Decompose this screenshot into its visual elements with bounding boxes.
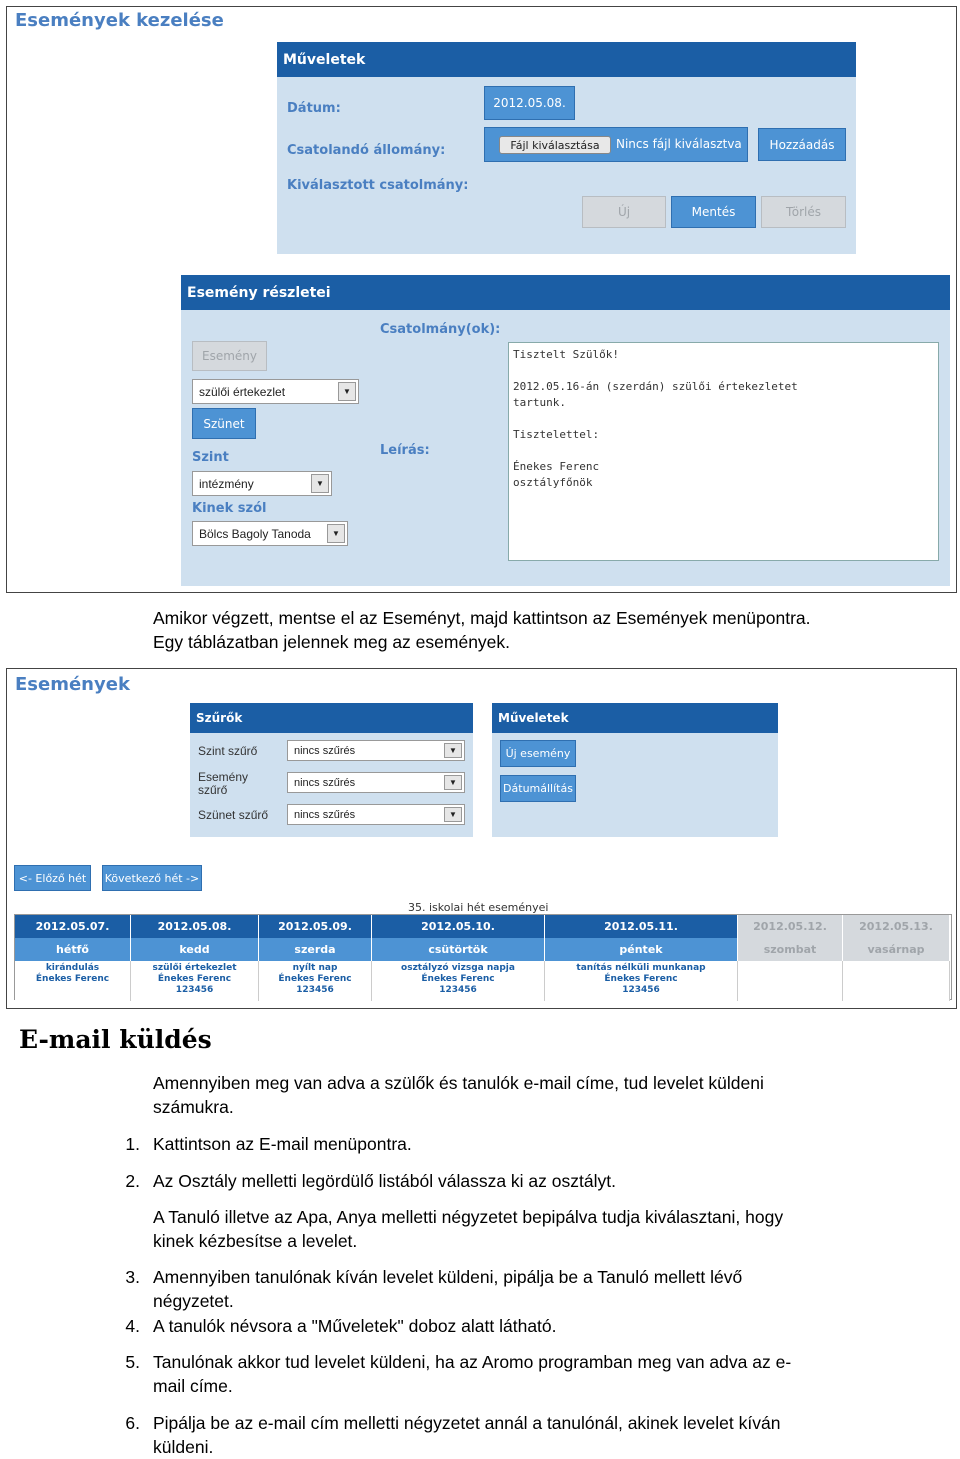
event-button[interactable]: Esemény <box>192 341 267 371</box>
event-filter-select[interactable] <box>287 772 465 793</box>
add-button[interactable]: Hozzáadás <box>758 128 846 161</box>
step-text: mail címe. <box>153 1376 233 1396</box>
calendar-date: 2012.05.11. <box>545 915 738 938</box>
calendar-event-line: Énekes Ferenc <box>278 974 352 984</box>
chevron-down-icon: ▼ <box>338 382 356 401</box>
next-week-button[interactable]: Következő hét -> <box>102 865 202 891</box>
step-number: 4. <box>125 1316 140 1336</box>
step-text: Kattintson az E-mail menüpontra. <box>153 1134 412 1154</box>
calendar-date: 2012.05.12. <box>738 915 843 938</box>
level-label: Szint <box>192 450 229 465</box>
event-filter-label-2: szűrő <box>198 783 228 797</box>
section-intro-1: Amennyiben meg van adva a szülők és tanulók e-mail címe, tud levelet küldeni <box>153 1073 764 1093</box>
instruction-line-1: Amikor végzett, mentse el az Eseményt, majd kattintson az Események menüpontra. <box>153 608 811 628</box>
new-button[interactable]: Új <box>582 196 666 228</box>
level-select[interactable] <box>192 471 332 496</box>
event-details-header: Esemény részletei <box>181 275 950 310</box>
step-number: 6. <box>125 1413 140 1433</box>
break-filter-label: Szünet szűrő <box>198 808 269 822</box>
calendar-event-line: 123456 <box>296 985 334 995</box>
week-caption: 35. iskolai hét eseményei <box>408 901 549 914</box>
attachments-label: Csatolmány(ok): <box>380 322 501 337</box>
previous-week-button[interactable]: <- Előző hét <box>14 865 91 891</box>
calendar-event-line: tanítás nélküli munkanap <box>576 963 706 973</box>
choose-file-button[interactable]: Fájl kiválasztása <box>499 136 611 154</box>
step-number: 1. <box>125 1134 140 1154</box>
calendar-event-cell[interactable] <box>372 961 545 1001</box>
target-label: Kinek szól <box>192 501 267 516</box>
operations-header: Műveletek <box>277 42 856 77</box>
calendar-weekday: szombat <box>738 938 843 961</box>
step-text: kinek kézbesítse a levelet. <box>153 1231 358 1251</box>
events-screenshot <box>6 668 957 1009</box>
level-value: intézmény <box>199 476 254 491</box>
calendar-date: 2012.05.08. <box>131 915 259 938</box>
calendar-event-line: Énekes Ferenc <box>157 974 232 984</box>
file-status: Nincs fájl kiválasztva <box>616 137 742 151</box>
selected-attachment-label: Kiválasztott csatolmány: <box>287 178 469 193</box>
calendar-event-line: Énekes Ferenc <box>35 974 110 984</box>
calendar-event-line: Énekes Ferenc <box>421 974 495 984</box>
step-text: A Tanuló illetve az Apa, Anya melletti négyzetet bepipálva tudja kiválasztani, hogy <box>153 1207 784 1227</box>
filters-header: Szűrők <box>190 703 473 733</box>
level-filter-value: nincs szűrés <box>294 744 356 757</box>
calendar-event-line: nyílt nap <box>292 963 338 973</box>
chevron-down-icon: ▼ <box>444 807 462 822</box>
event-details-panel <box>181 275 950 586</box>
filters-panel <box>190 703 473 837</box>
calendar-event-line: osztályzó vizsga napja <box>401 963 515 973</box>
step-text: Az Osztály melletti legördülő listából válassza ki az osztályt. <box>153 1171 616 1191</box>
page-title: Események kezelése <box>15 10 224 31</box>
file-picker[interactable] <box>484 127 748 162</box>
calendar-event-cell[interactable] <box>131 961 259 1001</box>
break-filter-value: nincs szűrés <box>294 808 356 821</box>
calendar-date: 2012.05.07. <box>15 915 131 938</box>
description-label: Leírás: <box>380 443 430 458</box>
event-type-value: szülői értekezlet <box>199 384 286 399</box>
calendar-event-cell[interactable] <box>738 961 843 1001</box>
step-text: küldeni. <box>153 1437 214 1457</box>
step-text: Pipálja be az e-mail cím melletti négyzetet annál a tanulónál, akinek levelet kíván <box>153 1413 781 1433</box>
delete-button[interactable]: Törlés <box>761 196 846 228</box>
chevron-down-icon: ▼ <box>444 775 462 790</box>
operations-panel <box>277 42 856 254</box>
target-value: Bölcs Bagoly Tanoda <box>199 526 311 541</box>
step-text: A tanulók névsora a "Műveletek" doboz alatt látható. <box>153 1316 557 1336</box>
date-field[interactable]: 2012.05.08. <box>484 86 575 120</box>
calendar-event-line: kirándulás <box>45 963 100 973</box>
chevron-down-icon: ▼ <box>327 524 345 543</box>
calendar-event-line: Énekes Ferenc <box>604 974 678 984</box>
calendar-weekday: péntek <box>545 938 738 961</box>
operations-panel <box>492 703 778 837</box>
level-filter-label: Szint szűrő <box>198 744 258 758</box>
target-select[interactable] <box>192 521 348 546</box>
step-text: négyzetet. <box>153 1291 234 1311</box>
calendar-weekday: szerda <box>259 938 372 961</box>
step-number: 5. <box>125 1352 140 1372</box>
calendar-event-cell[interactable] <box>843 961 950 1001</box>
break-filter-select[interactable] <box>287 804 465 825</box>
section-intro-2: számukra. <box>153 1097 234 1117</box>
event-management-screenshot <box>6 6 957 593</box>
calendar-event-cell[interactable] <box>15 961 131 1001</box>
step-text: Amennyiben tanulónak kíván levelet küldeni, pipálja be a Tanuló mellett lévő <box>153 1267 743 1287</box>
description-textarea[interactable]: Tisztelt Szülők! 2012.05.16-án (szerdán) szülői értekezletet tartunk. Tisztelettel: Énekes Ferenc osztályfőnök <box>508 342 939 561</box>
attachment-label: Csatolandó állomány: <box>287 143 446 158</box>
instruction-line-2: Egy táblázatban jelennek meg az események. <box>153 632 511 652</box>
calendar-event-line: 123456 <box>622 985 660 995</box>
calendar-event-line: 123456 <box>175 985 214 995</box>
event-type-select[interactable] <box>192 379 359 404</box>
chevron-down-icon: ▼ <box>311 474 329 493</box>
break-button[interactable]: Szünet <box>192 408 256 439</box>
step-number: 2. <box>125 1171 140 1191</box>
calendar-weekday: kedd <box>131 938 259 961</box>
step-number: 3. <box>125 1267 140 1287</box>
operations-header: Műveletek <box>492 703 778 733</box>
date-setting-button[interactable]: Dátumállítás <box>500 775 576 802</box>
event-filter-label-1: Esemény <box>198 770 249 784</box>
calendar-date: 2012.05.10. <box>372 915 545 938</box>
calendar-weekday: vasárnap <box>843 938 950 961</box>
calendar-weekday: hétfő <box>15 938 131 961</box>
calendar-date: 2012.05.13. <box>843 915 950 938</box>
calendar-event-line: 123456 <box>439 985 477 995</box>
calendar-date: 2012.05.09. <box>259 915 372 938</box>
calendar-event-cell[interactable] <box>545 961 738 1001</box>
section-heading: E-mail küldés <box>19 1025 212 1054</box>
date-label: Dátum: <box>287 101 341 116</box>
level-filter-select[interactable] <box>287 740 465 761</box>
event-filter-value: nincs szűrés <box>294 776 356 789</box>
save-button[interactable]: Mentés <box>671 196 756 228</box>
week-calendar <box>14 914 952 1000</box>
calendar-event-line: szülői értekezlet <box>152 963 237 973</box>
step-text: Tanulónak akkor tud levelet küldeni, ha az Aromo programban meg van adva az e- <box>153 1352 792 1372</box>
chevron-down-icon: ▼ <box>444 743 462 758</box>
new-event-button[interactable]: Új esemény <box>500 740 576 767</box>
calendar-event-cell[interactable] <box>259 961 372 1001</box>
calendar-weekday: csütörtök <box>372 938 545 961</box>
page-title: Események <box>15 674 130 695</box>
